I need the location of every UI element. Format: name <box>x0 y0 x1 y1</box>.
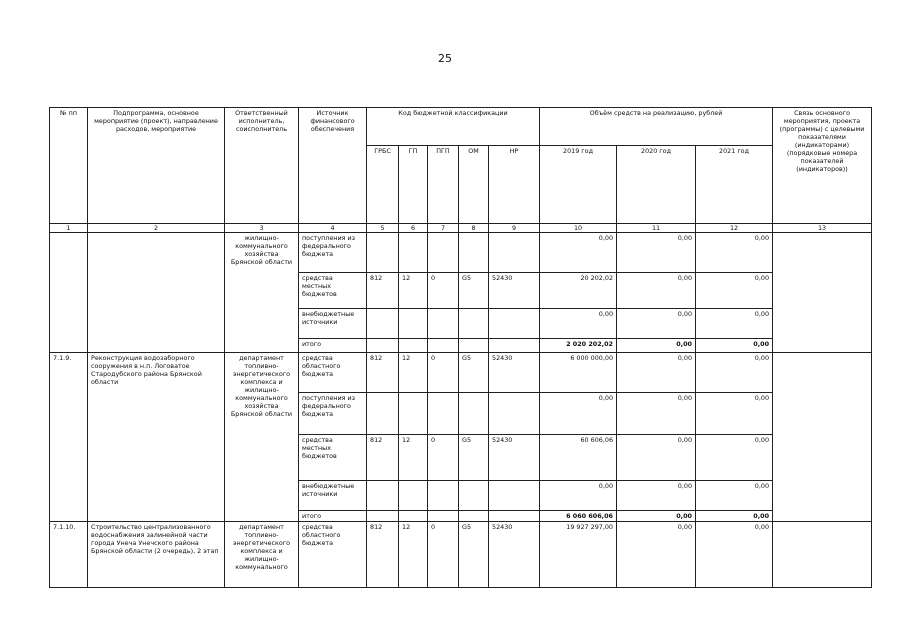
header-source: Источник финансового обеспечения <box>299 108 367 224</box>
header-link: Связь основного мероприятия, проекта (программы) с целевыми показателями (индикаторами) (порядковые номера показателей (индикаторов)) <box>773 108 872 224</box>
index-cell: 5 <box>367 224 399 233</box>
table-row <box>50 233 872 273</box>
source-cell: итого <box>299 511 367 522</box>
index-cell: 6 <box>399 224 428 233</box>
gp-cell <box>399 511 428 522</box>
responsible-cell: жилищно-коммунального хозяйства Брянской области <box>225 233 299 353</box>
om-cell <box>459 233 489 273</box>
index-cell: 2 <box>88 224 225 233</box>
gp-cell <box>399 393 428 435</box>
om-cell: G5 <box>459 353 489 393</box>
table-row <box>50 353 872 393</box>
gp-cell <box>399 481 428 511</box>
om-cell <box>459 481 489 511</box>
amount-2019-cell: 0,00 <box>540 481 617 511</box>
pgp-cell <box>428 481 459 511</box>
link-cell <box>773 353 872 522</box>
amount-2019-cell: 6 060 606,06 <box>540 511 617 522</box>
amount-2021-cell: 0,00 <box>696 273 773 309</box>
amount-2020-cell: 0,00 <box>617 233 696 273</box>
pgp-cell: 0 <box>428 273 459 309</box>
amount-2021-cell: 0,00 <box>696 309 773 339</box>
amount-2020-cell: 0,00 <box>617 273 696 309</box>
nr-cell: 52430 <box>489 353 540 393</box>
amount-2021-cell: 0,00 <box>696 511 773 522</box>
gp-cell: 12 <box>399 435 428 481</box>
om-cell: G5 <box>459 522 489 588</box>
source-cell: средства областного бюджета <box>299 522 367 588</box>
header-2020: 2020 год <box>617 146 696 224</box>
pgp-cell <box>428 233 459 273</box>
om-cell: G5 <box>459 435 489 481</box>
header-responsible: Ответственный исполнитель, соисполнитель <box>225 108 299 224</box>
program-cell: Строительство централизованного водоснабжения залинейной части города Унеча Унечского района Брянской области (2 очередь), 2 этап <box>88 522 225 588</box>
header-gp: ГП <box>399 146 428 224</box>
amount-2020-cell: 0,00 <box>617 353 696 393</box>
index-cell: 3 <box>225 224 299 233</box>
amount-2020-cell: 0,00 <box>617 435 696 481</box>
index-cell: 11 <box>617 224 696 233</box>
nr-cell <box>489 309 540 339</box>
grbs-cell <box>367 511 399 522</box>
source-cell: средства областного бюджета <box>299 353 367 393</box>
amount-2020-cell: 0,00 <box>617 481 696 511</box>
amount-2021-cell: 0,00 <box>696 233 773 273</box>
grbs-cell: 812 <box>367 522 399 588</box>
source-cell: внебюджетные источники <box>299 481 367 511</box>
gp-cell: 12 <box>399 522 428 588</box>
index-cell: 12 <box>696 224 773 233</box>
responsible-cell: департамент топливно-энергетического комплекса и жилищно-коммунального хозяйства Брянской области <box>225 353 299 522</box>
amount-2020-cell: 0,00 <box>617 511 696 522</box>
grbs-cell: 812 <box>367 273 399 309</box>
header-pgp: ПГП <box>428 146 459 224</box>
nr-cell: 52430 <box>489 273 540 309</box>
budget-table <box>49 107 872 588</box>
responsible-cell: департамент топливно-энергетического комплекса и жилищно-коммунального <box>225 522 299 588</box>
num-cell <box>50 233 88 353</box>
amount-2021-cell: 0,00 <box>696 339 773 353</box>
index-cell: 4 <box>299 224 367 233</box>
pgp-cell: 0 <box>428 435 459 481</box>
pgp-cell <box>428 309 459 339</box>
grbs-cell <box>367 233 399 273</box>
amount-2021-cell: 0,00 <box>696 481 773 511</box>
pgp-cell <box>428 339 459 353</box>
program-cell <box>88 233 225 353</box>
link-cell <box>773 233 872 353</box>
pgp-cell: 0 <box>428 353 459 393</box>
amount-2021-cell: 0,00 <box>696 393 773 435</box>
program-cell: Реконструкция водозаборного сооружения в н.п. Логоватое Стародубского района Брянской области <box>88 353 225 522</box>
link-cell <box>773 522 872 588</box>
source-cell: итого <box>299 339 367 353</box>
amount-2021-cell: 0,00 <box>696 353 773 393</box>
nr-cell <box>489 233 540 273</box>
amount-2021-cell: 0,00 <box>696 435 773 481</box>
om-cell: G5 <box>459 273 489 309</box>
header-grbs: ГРБС <box>367 146 399 224</box>
grbs-cell <box>367 339 399 353</box>
nr-cell: 52430 <box>489 522 540 588</box>
source-cell: поступления из федерального бюджета <box>299 393 367 435</box>
header-2019: 2019 год <box>540 146 617 224</box>
source-cell: внебюджетные источники <box>299 309 367 339</box>
source-cell: поступления из федерального бюджета <box>299 233 367 273</box>
grbs-cell <box>367 393 399 435</box>
num-cell: 7.1.10. <box>50 522 88 588</box>
gp-cell <box>399 309 428 339</box>
index-cell: 1 <box>50 224 88 233</box>
gp-cell <box>399 339 428 353</box>
pgp-cell <box>428 393 459 435</box>
index-cell: 10 <box>540 224 617 233</box>
index-cell: 8 <box>459 224 489 233</box>
grbs-cell: 812 <box>367 353 399 393</box>
table-row <box>50 522 872 588</box>
amount-2019-cell: 0,00 <box>540 393 617 435</box>
header-program: Подпрограмма, основное мероприятие (проект), направление расходов, мероприятие <box>88 108 225 224</box>
nr-cell <box>489 339 540 353</box>
amount-2019-cell: 6 000 000,00 <box>540 353 617 393</box>
grbs-cell <box>367 481 399 511</box>
nr-cell <box>489 481 540 511</box>
index-cell: 9 <box>489 224 540 233</box>
amount-2021-cell: 0,00 <box>696 522 773 588</box>
pgp-cell: 0 <box>428 522 459 588</box>
grbs-cell: 812 <box>367 435 399 481</box>
gp-cell <box>399 233 428 273</box>
om-cell <box>459 393 489 435</box>
grbs-cell <box>367 309 399 339</box>
index-cell: 13 <box>773 224 872 233</box>
amount-2019-cell: 0,00 <box>540 309 617 339</box>
header-2021: 2021 год <box>696 146 773 224</box>
om-cell <box>459 511 489 522</box>
nr-cell <box>489 393 540 435</box>
header-amount: Объём средств на реализацию, рублей <box>540 108 773 146</box>
nr-cell <box>489 511 540 522</box>
source-cell: средства местных бюджетов <box>299 435 367 481</box>
om-cell <box>459 339 489 353</box>
header-nr: НР <box>489 146 540 224</box>
nr-cell: 52430 <box>489 435 540 481</box>
header-num: № пп <box>50 108 88 224</box>
amount-2019-cell: 60 606,06 <box>540 435 617 481</box>
page-number: 25 <box>438 52 452 65</box>
source-cell: средства местных бюджетов <box>299 273 367 309</box>
pgp-cell <box>428 511 459 522</box>
amount-2020-cell: 0,00 <box>617 522 696 588</box>
amount-2020-cell: 0,00 <box>617 309 696 339</box>
amount-2020-cell: 0,00 <box>617 339 696 353</box>
amount-2020-cell: 0,00 <box>617 393 696 435</box>
index-cell: 7 <box>428 224 459 233</box>
header-budget-code: Код бюджетной классификации <box>367 108 540 146</box>
gp-cell: 12 <box>399 353 428 393</box>
amount-2019-cell: 2 020 202,02 <box>540 339 617 353</box>
amount-2019-cell: 20 202,02 <box>540 273 617 309</box>
gp-cell: 12 <box>399 273 428 309</box>
num-cell: 7.1.9. <box>50 353 88 522</box>
om-cell <box>459 309 489 339</box>
amount-2019-cell: 0,00 <box>540 233 617 273</box>
amount-2019-cell: 19 927 297,00 <box>540 522 617 588</box>
header-om: ОМ <box>459 146 489 224</box>
